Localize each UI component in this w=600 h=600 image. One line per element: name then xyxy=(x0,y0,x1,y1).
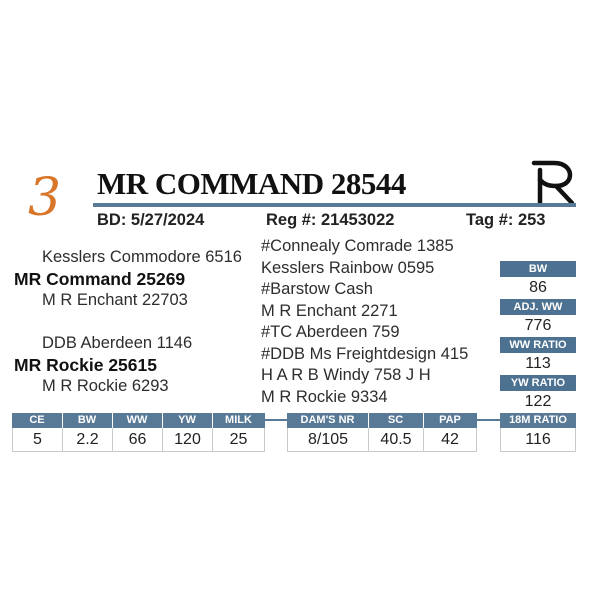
ancestor: #TC Aberdeen 759 xyxy=(261,323,400,341)
r-brand-logo-icon xyxy=(528,160,578,206)
yw-ratio-label: YW RATIO xyxy=(500,375,576,391)
header-divider xyxy=(368,413,369,428)
bar-connector xyxy=(265,419,287,421)
ancestor: #Barstow Cash xyxy=(261,280,373,298)
ancestor: Kesslers Rainbow 0595 xyxy=(261,259,435,277)
dams-nr-value: 8/105 xyxy=(288,428,369,452)
bw-value: 2.2 xyxy=(63,428,113,452)
header-divider xyxy=(162,413,163,428)
pap-header: PAP xyxy=(439,414,461,426)
18m-ratio-value: 116 xyxy=(501,428,576,452)
yw-value: 120 xyxy=(163,428,213,452)
header-divider xyxy=(112,413,113,428)
adj-ww-value: 776 xyxy=(524,317,552,334)
pedigree-dam-sire: DDB Aberdeen 1146 xyxy=(42,334,193,352)
pedigree-sire-sire: Kesslers Commodore 6516 xyxy=(42,248,242,266)
bw-header: BW xyxy=(77,414,97,426)
ce-header: CE xyxy=(29,414,45,426)
ancestor: H A R B Windy 758 J H xyxy=(261,366,431,384)
milk-value: 25 xyxy=(213,428,265,452)
ancestor: M R Rockie 9334 xyxy=(261,388,388,406)
pap-value: 42 xyxy=(424,428,477,452)
yw-ratio-value: 122 xyxy=(524,393,552,410)
sc-value: 40.5 xyxy=(369,428,424,452)
ww-ratio-value: 113 xyxy=(525,355,551,372)
tag-number: Tag #: 253 xyxy=(466,211,546,229)
bw-value: 86 xyxy=(529,279,547,296)
yw-header: YW xyxy=(178,414,196,426)
bar-connector xyxy=(477,419,500,421)
pedigree-sire: MR Command 25269 xyxy=(14,269,186,289)
header-divider xyxy=(212,413,213,428)
ancestor: #DDB Ms Freightdesign 415 xyxy=(261,345,469,363)
ww-header: WW xyxy=(126,414,148,426)
ww-ratio-label: WW RATIO xyxy=(500,337,576,353)
birth-date: BD: 5/27/2024 xyxy=(97,211,205,229)
header-rule xyxy=(93,203,576,207)
milk-header: MILK xyxy=(225,414,252,426)
pedigree-dam: MR Rockie 25615 xyxy=(14,355,157,375)
animal-name: MR COMMAND 28544 xyxy=(97,166,406,201)
ww-value: 66 xyxy=(113,428,163,452)
registration-number: Reg #: 21453022 xyxy=(266,211,395,229)
18m-ratio-label: 18M RATIO xyxy=(509,414,567,426)
header-divider xyxy=(62,413,63,428)
sc-header: SC xyxy=(387,414,404,426)
pedigree-sire-dam: M R Enchant 22703 xyxy=(42,291,188,309)
pedigree-dam-dam: M R Rockie 6293 xyxy=(42,377,169,395)
ratio-values xyxy=(500,428,576,452)
ancestor: #Connealy Comrade 1385 xyxy=(261,237,454,255)
bw-label: BW xyxy=(500,261,576,277)
ancestor: M R Enchant 2271 xyxy=(261,302,398,320)
epd-values-left xyxy=(12,428,265,452)
dams-nr-header: DAM'S NR xyxy=(300,414,355,426)
adj-ww-label: ADJ. WW xyxy=(500,299,576,315)
lot-number: 3 xyxy=(28,168,62,228)
epd-values-right xyxy=(287,428,477,452)
ce-value: 5 xyxy=(13,428,63,452)
header-divider xyxy=(423,413,424,428)
